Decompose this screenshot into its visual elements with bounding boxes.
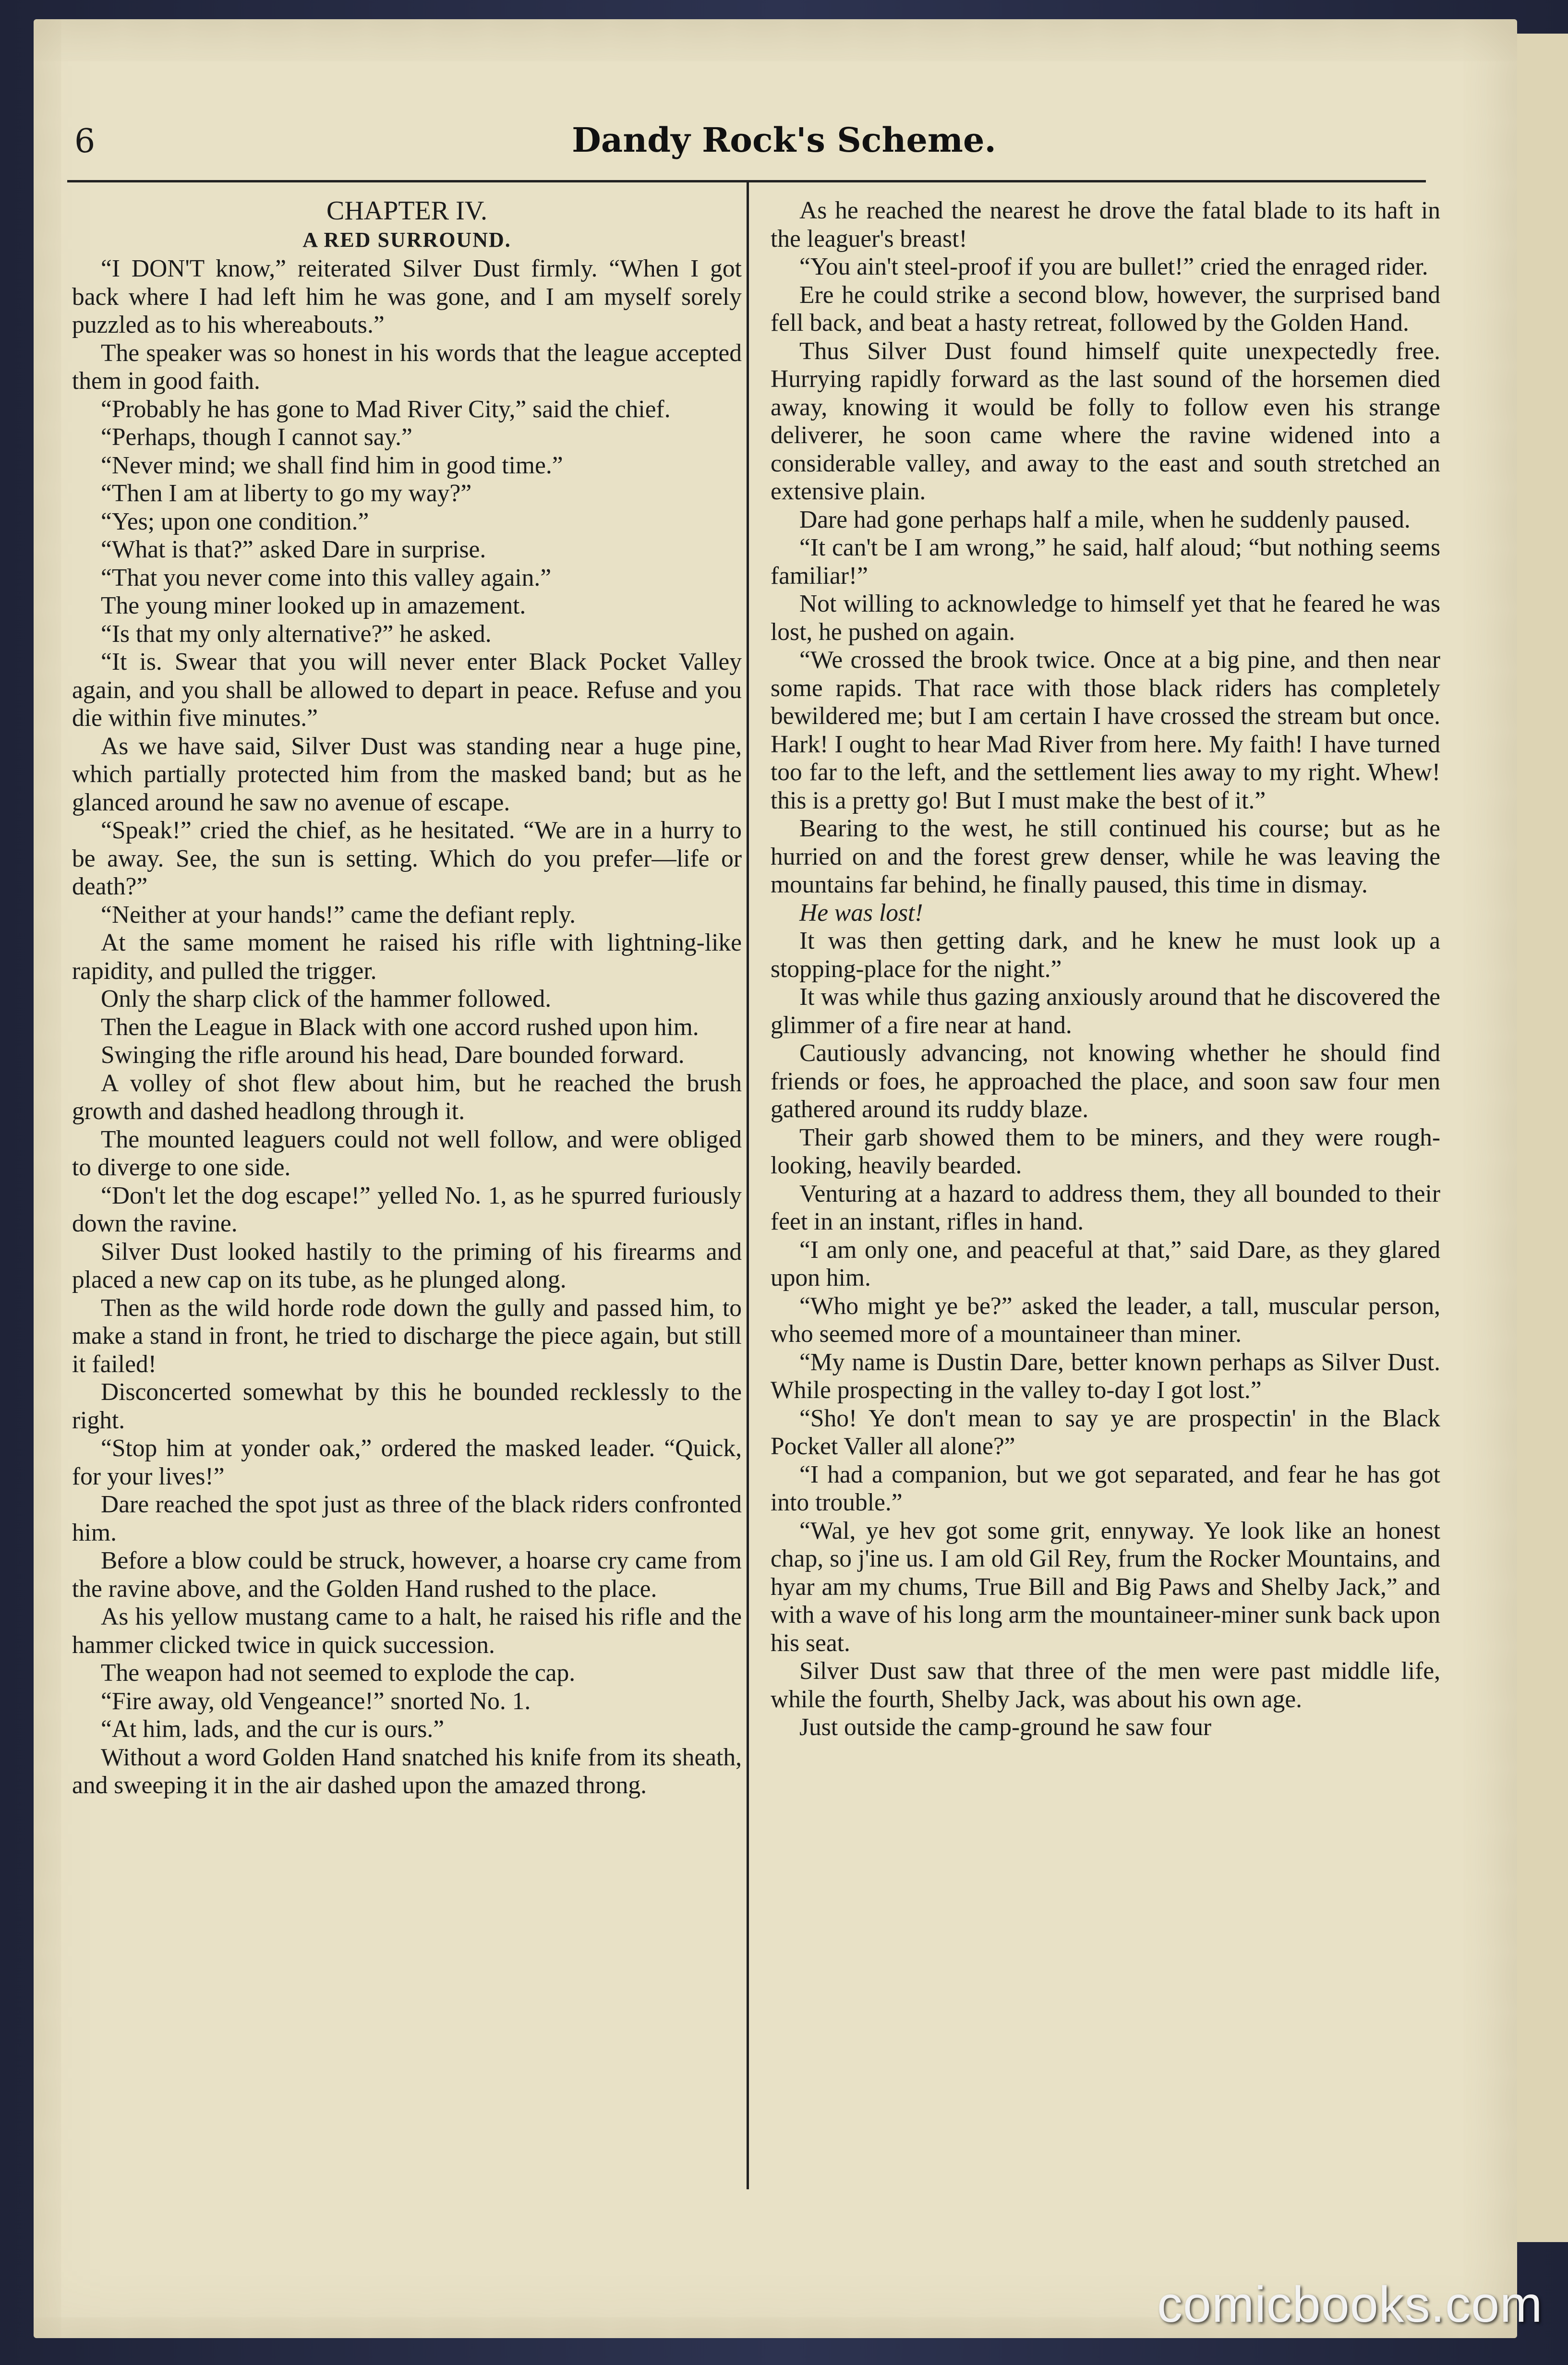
paragraph: Silver Dust looked hastily to the priming of his firearms and placed a new cap on its tube, as he plunged along.: [72, 1238, 742, 1293]
paragraph: “At him, lads, and the cur is ours.”: [101, 1715, 445, 1743]
paragraph: Not willing to acknowledge to himself yet that he feared he was lost, he pushed on again.: [771, 590, 1440, 646]
paragraph: “We crossed the brook twice. Once at a big pine, and then near some rapids. That race with those black riders has completely bewildered me; but I am certain I have crossed the stream but once. Hark! I ought to hear Mad River from here. My faith! I have turned too far to the left, and the settlement lies away to my right. Whew! this is a pretty go! But I must make the best of it.”: [771, 646, 1440, 814]
paragraph: “Neither at your hands!” came the defiant reply.: [101, 901, 576, 929]
paragraph: Disconcerted somewhat by this he bounded recklessly to the right.: [72, 1378, 742, 1434]
paragraph: He was lost!: [799, 899, 923, 927]
paragraph: “It is. Swear that you will never enter Black Pocket Valley again, and you shall be allowed to depart in peace. Refuse and you die within five minutes.”: [72, 648, 742, 732]
left-column: [72, 197, 742, 1800]
paragraph: “You ain't steel-proof if you are bullet!” cried the enraged rider.: [799, 253, 1428, 280]
right-paragraphs: [771, 197, 1440, 1742]
paragraph: It was while thus gazing anxiously around that he discovered the glimmer of a fire near at hand.: [771, 983, 1440, 1039]
paragraph: As we have said, Silver Dust was standing near a huge pine, which partially protected him from the masked band; but as he glanced around he saw no avenue of escape.: [72, 732, 742, 816]
paragraph: “I am only one, and peaceful at that,” said Dare, as they glared upon him.: [771, 1236, 1440, 1291]
paragraph: At the same moment he raised his rifle with lightning-like rapidity, and pulled the trigger.: [72, 929, 742, 985]
paragraph: As his yellow mustang came to a halt, he raised his rifle and the hammer clicked twice in quick succession.: [72, 1603, 742, 1659]
paragraph: Before a blow could be struck, however, a hoarse cry came from the ravine above, and the Golden Hand rushed to the place.: [72, 1547, 742, 1603]
paragraph: “Fire away, old Vengeance!” snorted No. 1.: [101, 1687, 531, 1715]
paragraph: Dare had gone perhaps half a mile, when he suddenly paused.: [799, 506, 1411, 533]
paragraph: Their garb showed them to be miners, and they were rough-looking, heavily bearded.: [771, 1123, 1440, 1179]
paragraph: “Wal, ye hev got some grit, ennyway. Ye look like an honest chap, so j'ine us. I am old Gil Rey, frum the Rocker Mountains, and hyar am my chums, True Bill and Big Paws and Shelby Jack,” and with a wave of his long arm the mountaineer-miner sunk back upon his seat.: [771, 1517, 1440, 1657]
paragraph: “Don't let the dog escape!” yelled No. 1, as he spurred furiously down the ravine.: [72, 1182, 742, 1237]
paragraph: Bearing to the west, he still continued his course; but as he hurried on and the forest grew denser, while he was leaving the mountains far behind, he finally paused, this time in dismay.: [771, 815, 1440, 898]
paragraph: As he reached the nearest he drove the fatal blade to its haft in the leaguer's breast!: [771, 197, 1440, 253]
adjacent-page-edge: [1517, 34, 1568, 2242]
paragraph: Without a word Golden Hand snatched his knife from its sheath, and sweeping it in the air dashed upon the amazed throng.: [72, 1743, 742, 1799]
paragraph: “Probably he has gone to Mad River City,” said the chief.: [101, 395, 671, 423]
paragraph: “Perhaps, though I cannot say.”: [101, 423, 412, 451]
paragraph: “Sho! Ye don't mean to say ye are prospectin' in the Black Pocket Valler all alone?”: [771, 1404, 1440, 1460]
paragraph: A volley of shot flew about him, but he reached the brush growth and dashed headlong through it.: [72, 1069, 742, 1125]
running-title: Dandy Rock's Scheme.: [572, 120, 996, 160]
paragraph: Silver Dust saw that three of the men were past middle life, while the fourth, Shelby Jack, was about his own age.: [771, 1657, 1440, 1713]
paragraph: “My name is Dustin Dare, better known perhaps as Silver Dust. While prospecting in the valley to-day I got lost.”: [771, 1348, 1440, 1404]
paragraph: “Yes; upon one condition.”: [101, 507, 369, 535]
chapter-heading: CHAPTER IV.: [326, 196, 487, 226]
page-number: 6: [74, 122, 96, 160]
paragraph: Then as the wild horde rode down the gully and passed him, to make a stand in front, he tried to discharge the piece again, but still it failed!: [72, 1294, 742, 1378]
right-column: [771, 197, 1440, 1742]
paragraph: “Is that my only alternative?” he asked.: [101, 620, 492, 648]
paragraph: Swinging the rifle around his head, Dare bounded forward.: [101, 1041, 685, 1069]
left-paragraphs: [72, 255, 742, 1800]
paragraph: The mounted leaguers could not well follow, and were obliged to diverge to one side.: [72, 1125, 742, 1181]
paragraph: “Then I am at liberty to go my way?”: [101, 480, 472, 507]
paragraph: Cautiously advancing, not knowing whether he should find friends or foes, he approached the place, and soon saw four men gathered around its ruddy blaze.: [771, 1039, 1440, 1123]
paragraph: “I had a companion, but we got separated, and fear he has got into trouble.”: [771, 1460, 1440, 1516]
paragraph: Only the sharp click of the hammer followed.: [101, 985, 552, 1013]
paragraph: “Stop him at yonder oak,” ordered the masked leader. “Quick, for your lives!”: [72, 1435, 742, 1490]
paragraph: “What is that?” asked Dare in surprise.: [101, 536, 486, 563]
paragraph: Venturing at a hazard to address them, they all bounded to their feet in an instant, rifles in hand.: [771, 1180, 1440, 1235]
paragraph: “I DON'T know,” reiterated Silver Dust firmly. “When I got back where I had left him he was gone, and I am myself sorely puzzled as to his whereabouts.”: [72, 255, 742, 338]
column-rule: [747, 182, 749, 2189]
paragraph: Dare reached the spot just as three of the black riders confronted him.: [72, 1491, 742, 1546]
paragraph: Ere he could strike a second blow, however, the surprised band fell back, and beat a hasty retreat, followed by the Golden Hand.: [771, 281, 1440, 337]
paragraph: “Never mind; we shall find him in good time.”: [101, 451, 563, 479]
chapter-subtitle: A RED SURROUND.: [302, 228, 511, 252]
paragraph: “Who might ye be?” asked the leader, a tall, muscular person, who seemed more of a mountaineer than miner.: [771, 1292, 1440, 1348]
paragraph: The weapon had not seemed to explode the cap.: [101, 1659, 576, 1687]
watermark: comicbooks.com: [1157, 2276, 1543, 2333]
paragraph: “That you never come into this valley again.”: [101, 564, 552, 591]
paragraph: The young miner looked up in amazement.: [101, 592, 526, 619]
paragraph: Then the League in Black with one accord rushed upon him.: [101, 1013, 699, 1041]
paragraph: “It can't be I am wrong,” he said, half aloud; “but nothing seems familiar!”: [771, 534, 1440, 590]
paragraph: It was then getting dark, and he knew he must look up a stopping-place for the night.”: [771, 927, 1440, 983]
paragraph: “Speak!” cried the chief, as he hesitated. “We are in a hurry to be away. See, the sun is setting. Which do you prefer—life or death?”: [72, 817, 742, 900]
paragraph: The speaker was so honest in his words that the league accepted them in good faith.: [72, 339, 742, 395]
paragraph: Thus Silver Dust found himself quite unexpectedly free. Hurrying rapidly forward as the last sound of the horsemen died away, knowing it would be folly to follow even his strange deliverer, he soon came where the ravine widened into a considerable valley, and away to the east and south stretched an extensive plain.: [771, 337, 1440, 505]
paragraph: Just outside the camp-ground he saw four: [799, 1713, 1212, 1741]
